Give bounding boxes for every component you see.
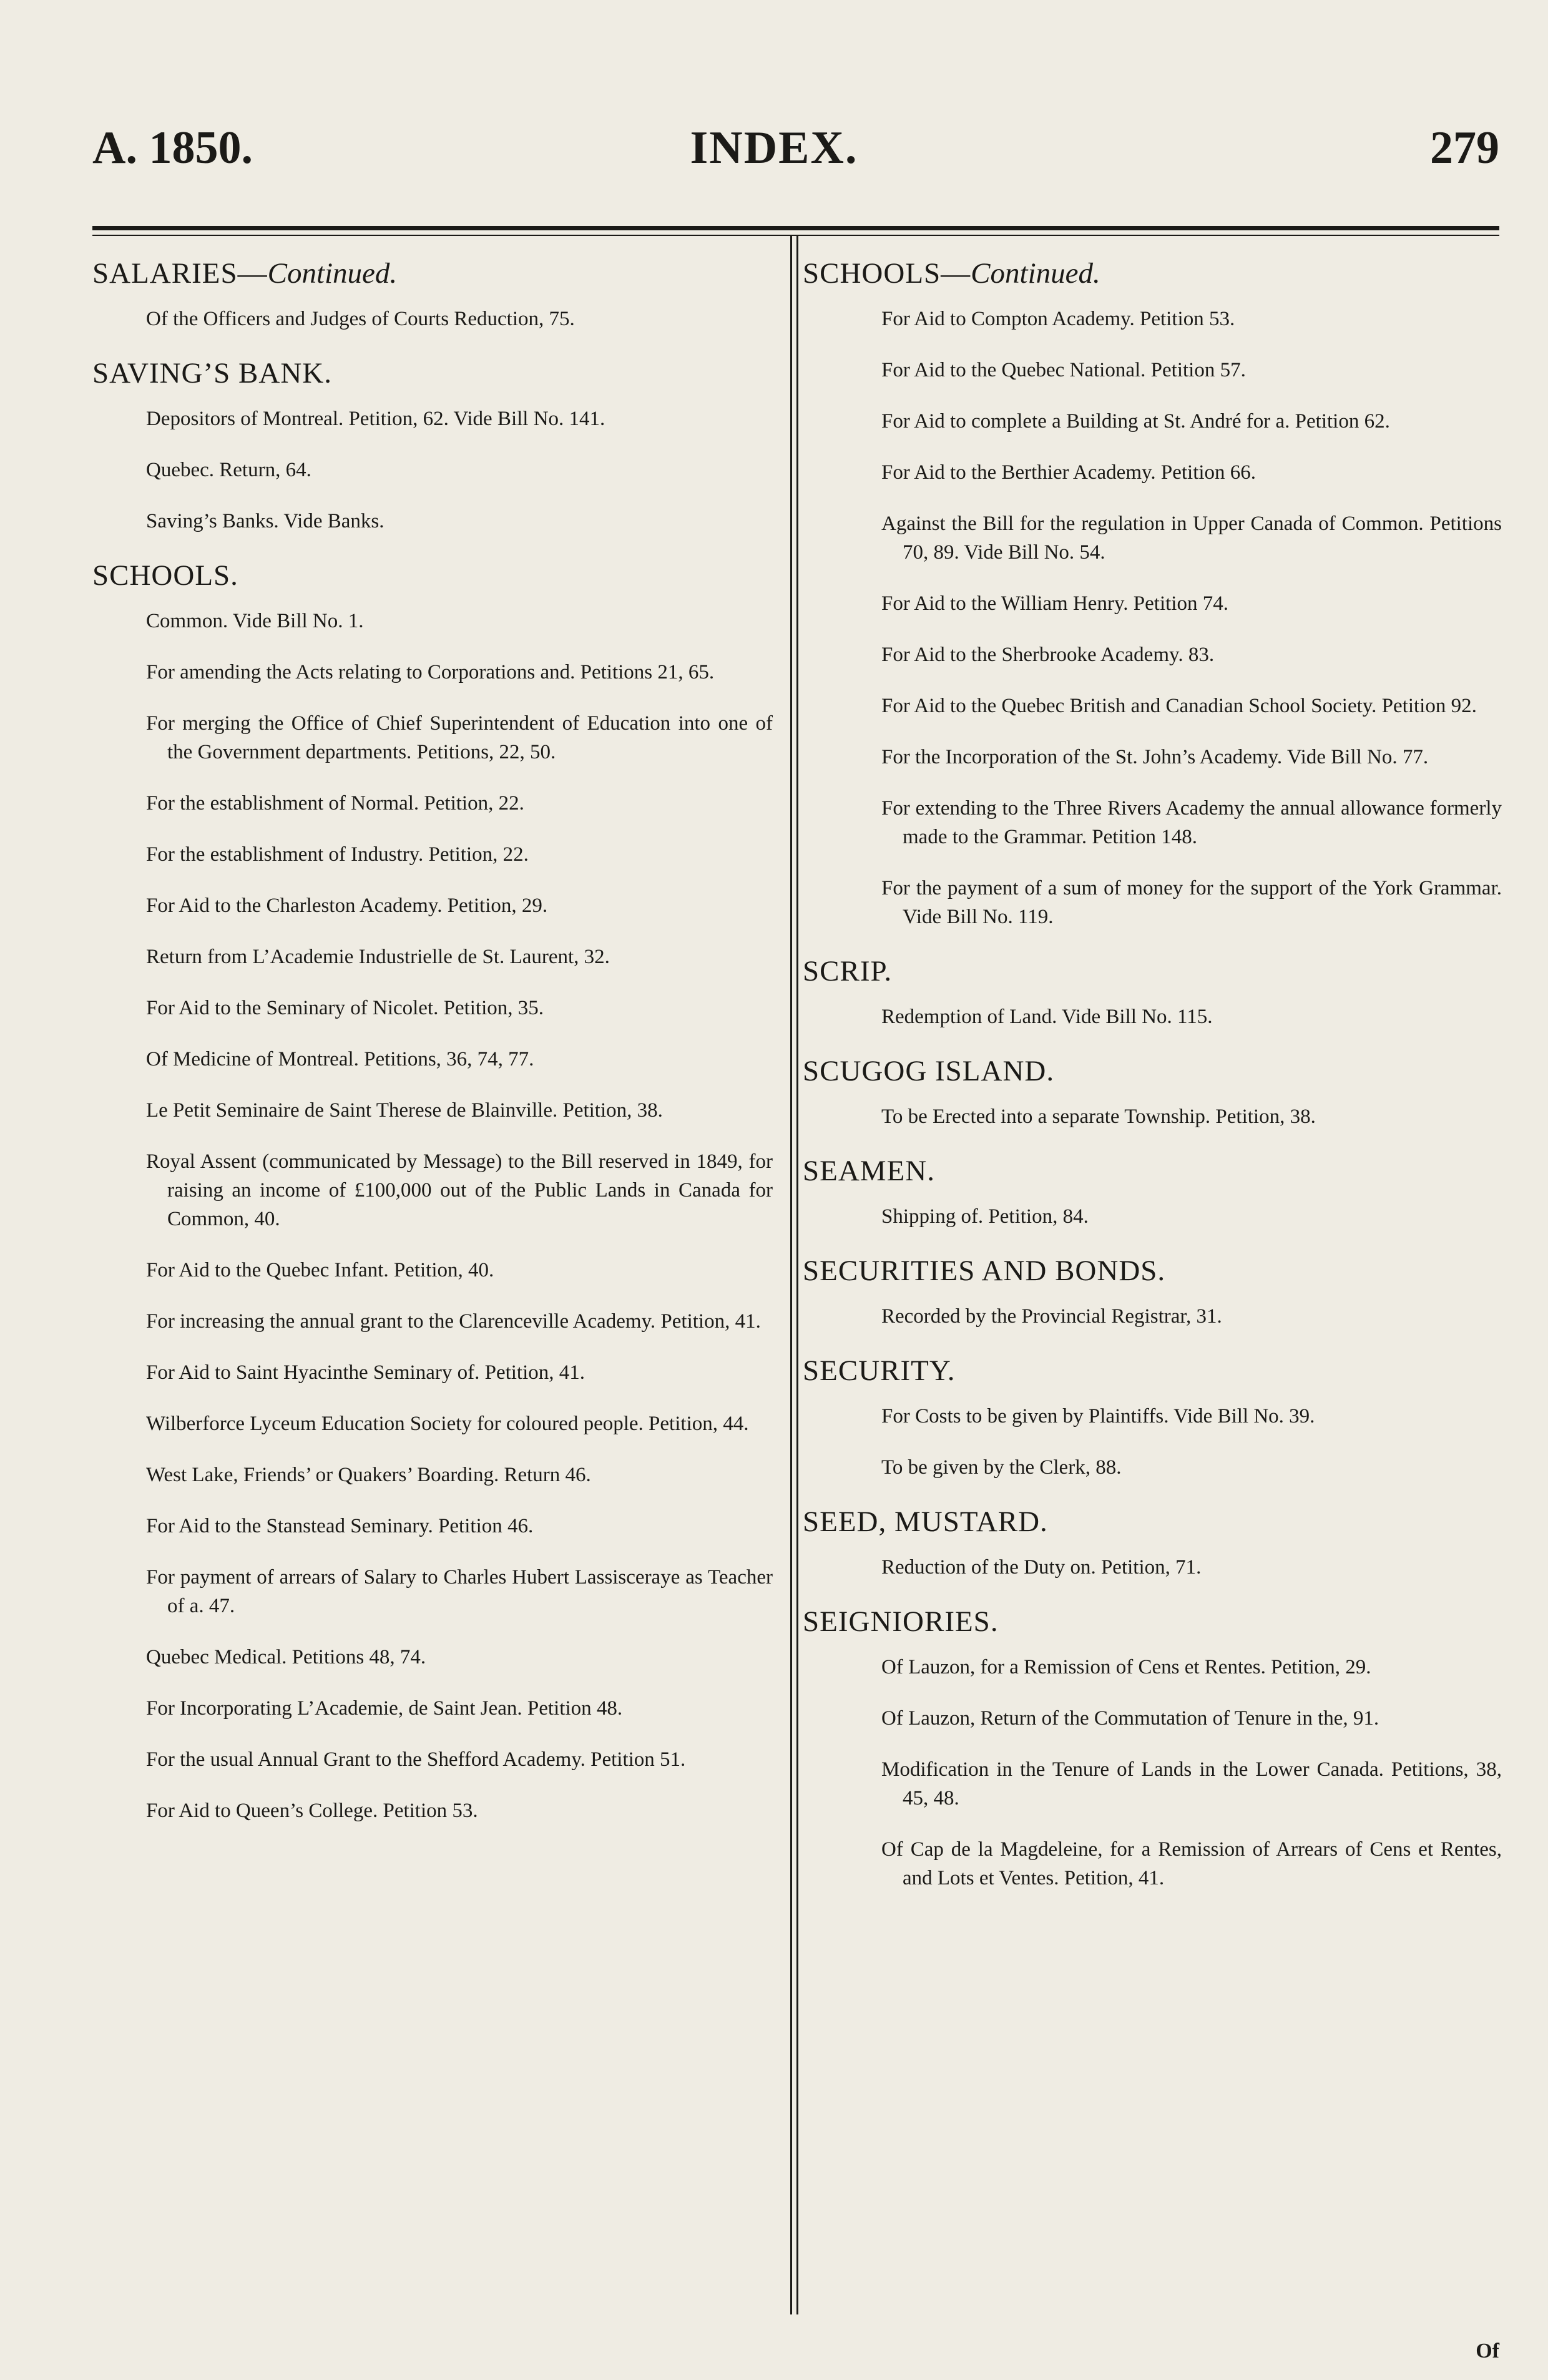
- index-entry: For Aid to the Quebec National. Petition 57.: [881, 359, 1246, 381]
- index-entry: Of Cap de la Magdeleine, for a Remission of Arrears of Cens et Rentes, and Lots et Ventes. Petition, 41.: [881, 1838, 1502, 1889]
- index-entry: For Aid to the Sherbrooke Academy. 83.: [881, 644, 1215, 666]
- index-entry: For Aid to the Stanstead Seminary. Petition 46.: [146, 1515, 534, 1537]
- index-entry: Against the Bill for the regulation in Upper Canada of Common. Petitions 70, 89. Vide Bill No. 54.: [881, 512, 1502, 564]
- catchword: Of: [1476, 2339, 1499, 2363]
- index-entry: For Aid to the Quebec Infant. Petition, 40.: [146, 1259, 494, 1281]
- section-heading-text: SALARIES—: [92, 257, 268, 290]
- section-heading: SEAMEN.: [803, 1155, 935, 1187]
- index-entry: For Incorporating L’Academie, de Saint Jean. Petition 48.: [146, 1697, 623, 1720]
- section-heading: SCUGOG ISLAND.: [803, 1055, 1055, 1087]
- left-column: [92, 256, 773, 1848]
- index-entry: Reduction of the Duty on. Petition, 71.: [881, 1556, 1202, 1579]
- section-heading: [803, 256, 1502, 291]
- index-entry: Quebec Medical. Petitions 48, 74.: [146, 1646, 426, 1668]
- index-entry: Le Petit Seminaire de Saint Therese de Blainville. Petition, 38.: [146, 1099, 663, 1122]
- index-entry: Shipping of. Petition, 84.: [881, 1205, 1089, 1228]
- index-entry: To be Erected into a separate Township. Petition, 38.: [881, 1105, 1316, 1128]
- index-entry: Of Medicine of Montreal. Petitions, 36, 74, 77.: [146, 1048, 534, 1070]
- index-entry: For Aid to the Seminary of Nicolet. Petition, 35.: [146, 997, 544, 1019]
- index-entry: For the establishment of Industry. Petition, 22.: [146, 843, 529, 866]
- header-rule-thin: [92, 235, 1499, 236]
- section-heading: SEED, MUSTARD.: [803, 1506, 1048, 1538]
- year-header: A. 1850.: [92, 122, 253, 174]
- section-heading: SAVING’S BANK.: [92, 357, 332, 389]
- index-entry: Of the Officers and Judges of Courts Reduction, 75.: [146, 308, 575, 330]
- index-entry: For Aid to Saint Hyacinthe Seminary of. Petition, 41.: [146, 1361, 585, 1384]
- index-entry: Of Lauzon, for a Remission of Cens et Rentes. Petition, 29.: [881, 1656, 1371, 1678]
- section-heading: SECURITIES AND BONDS.: [803, 1255, 1166, 1287]
- index-entry: For Aid to the William Henry. Petition 74.: [881, 592, 1228, 615]
- index-entry: West Lake, Friends’ or Quakers’ Boarding. Return 46.: [146, 1464, 591, 1486]
- index-entry: Modification in the Tenure of Lands in the Lower Canada. Petitions, 38, 45, 48.: [881, 1758, 1502, 1809]
- index-entry: For the establishment of Normal. Petition, 22.: [146, 792, 524, 815]
- section-heading: SECURITY.: [803, 1354, 956, 1387]
- index-entry: Depositors of Montreal. Petition, 62. Vide Bill No. 141.: [146, 408, 605, 430]
- index-entry: For payment of arrears of Salary to Charles Hubert Lassisceraye as Teacher of a. 47.: [146, 1566, 773, 1617]
- column-divider-right: [796, 236, 798, 2314]
- section-heading: [92, 256, 773, 291]
- column-divider-left: [790, 236, 792, 2314]
- continued-label: Continued.: [267, 257, 398, 290]
- page-title: INDEX.: [690, 122, 858, 174]
- index-entry: For extending to the Three Rivers Academy the annual allowance formerly made to the Grammar. Petition 148.: [881, 797, 1502, 848]
- index-entry: For the payment of a sum of money for the support of the York Grammar. Vide Bill No. 119.: [881, 877, 1502, 928]
- index-entry: Common. Vide Bill No. 1.: [146, 610, 364, 632]
- index-entry: Wilberforce Lyceum Education Society for coloured people. Petition, 44.: [146, 1413, 749, 1435]
- index-entry: Redemption of Land. Vide Bill No. 115.: [881, 1006, 1213, 1028]
- index-entry: For amending the Acts relating to Corporations and. Petitions 21, 65.: [146, 661, 715, 683]
- section-heading: SCRIP.: [803, 955, 893, 987]
- index-entry: For Aid to complete a Building at St. André for a. Petition 62.: [881, 410, 1390, 433]
- section-heading: SEIGNIORIES.: [803, 1605, 999, 1638]
- index-entry: For Aid to the Charleston Academy. Petition, 29.: [146, 894, 548, 917]
- index-entry: Saving’s Banks. Vide Banks.: [146, 510, 385, 532]
- index-entry: Recorded by the Provincial Registrar, 31.: [881, 1305, 1222, 1328]
- continued-label: Continued.: [971, 257, 1100, 290]
- index-entry: Royal Assent (communicated by Message) to the Bill reserved in 1849, for raising an income of £100,000 out of the Public Lands in Canada for Common, 40.: [146, 1150, 773, 1230]
- index-entry: For merging the Office of Chief Superintendent of Education into one of the Government departments. Petitions, 22, 50.: [146, 712, 773, 763]
- index-entry: For the Incorporation of the St. John’s Academy. Vide Bill No. 77.: [881, 746, 1429, 768]
- section-heading: SCHOOLS.: [92, 559, 238, 592]
- index-entry: Return from L’Academie Industrielle de St. Laurent, 32.: [146, 946, 610, 968]
- index-entry: For the usual Annual Grant to the Shefford Academy. Petition 51.: [146, 1748, 686, 1771]
- section-heading-text: SCHOOLS—: [803, 257, 971, 290]
- right-column: [803, 256, 1502, 1915]
- index-entry: Quebec. Return, 64.: [146, 459, 311, 481]
- index-entry: For Aid to Queen’s College. Petition 53.: [146, 1800, 478, 1822]
- page-number: 279: [1430, 122, 1499, 174]
- index-entry: For Aid to the Quebec British and Canadian School Society. Petition 92.: [881, 695, 1477, 717]
- index-entry: To be given by the Clerk, 88.: [881, 1456, 1122, 1479]
- header-rule-thick: [92, 226, 1499, 230]
- index-entry: For Aid to Compton Academy. Petition 53.: [881, 308, 1235, 330]
- index-entry: Of Lauzon, Return of the Commutation of Tenure in the, 91.: [881, 1707, 1379, 1730]
- index-entry: For increasing the annual grant to the Clarenceville Academy. Petition, 41.: [146, 1310, 761, 1333]
- index-entry: For Aid to the Berthier Academy. Petition 66.: [881, 461, 1257, 484]
- index-entry: For Costs to be given by Plaintiffs. Vide Bill No. 39.: [881, 1405, 1315, 1428]
